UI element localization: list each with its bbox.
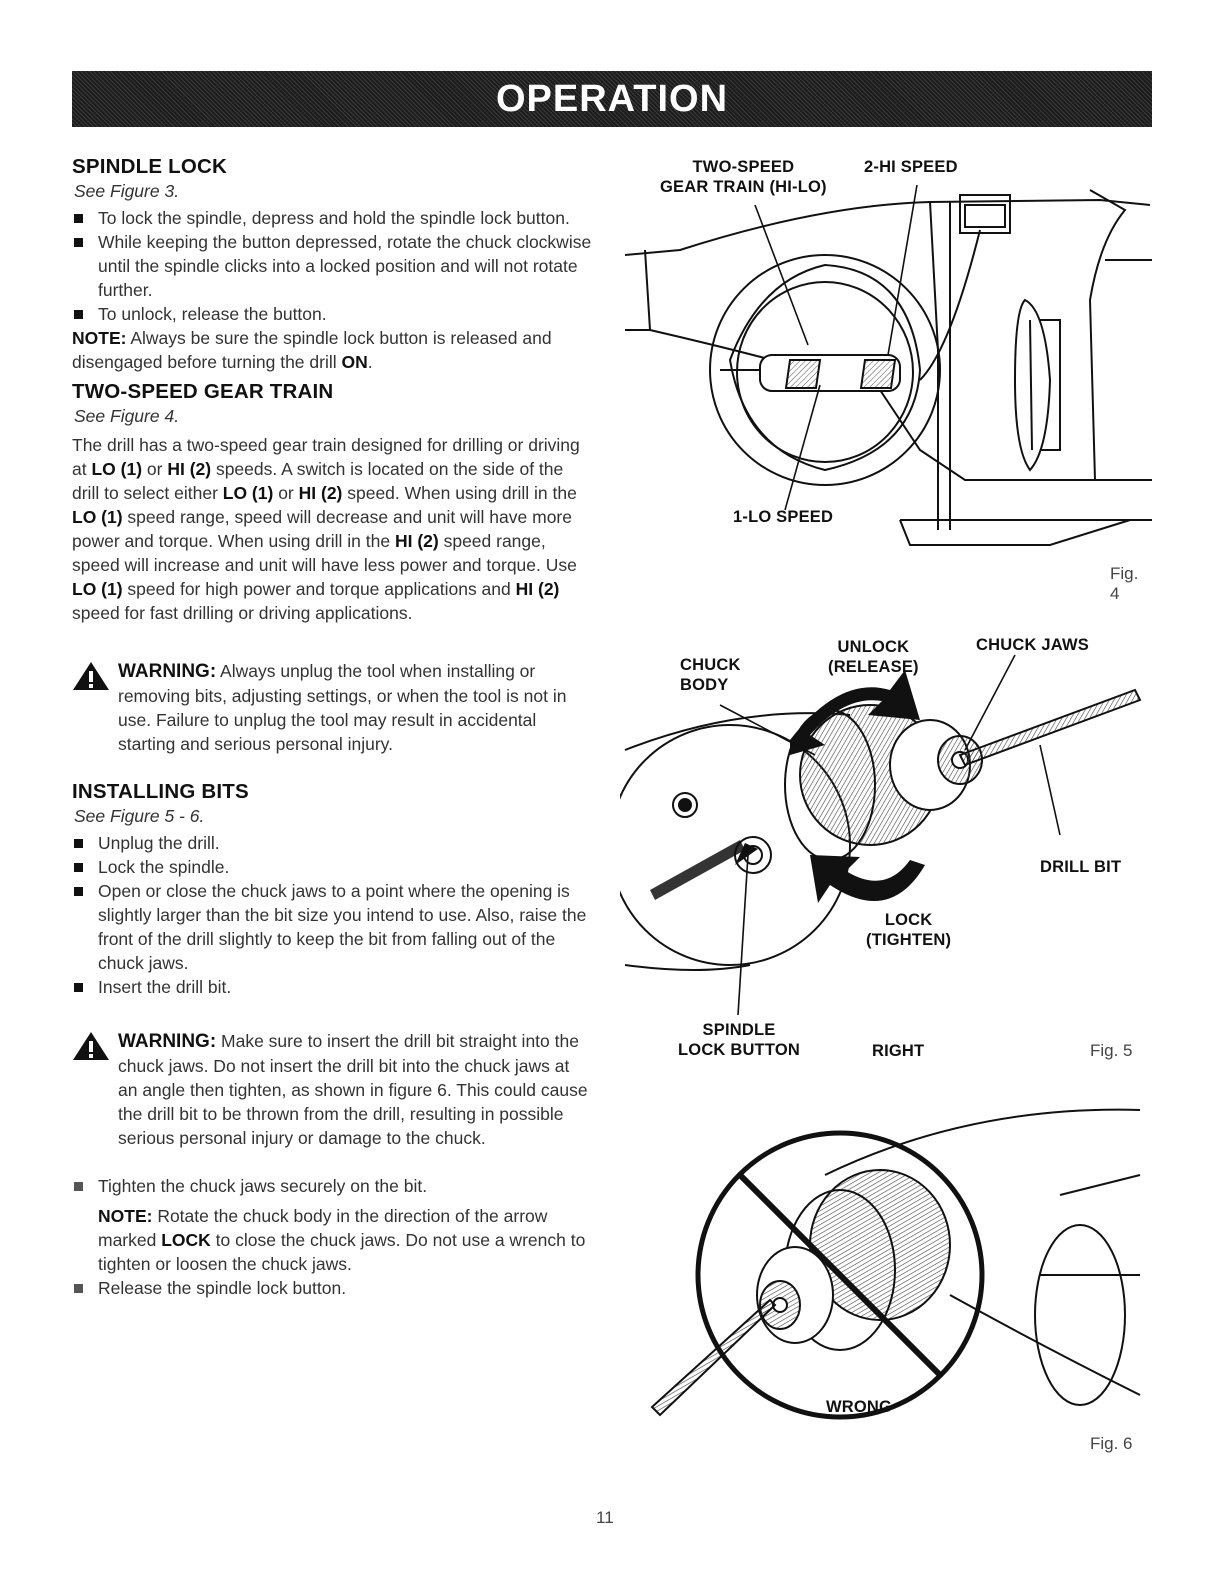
- installing-bits-see-figure: See Figure 5 - 6.: [74, 806, 205, 826]
- warning-triangle-icon: [72, 661, 110, 691]
- bullet-icon: [74, 983, 83, 992]
- label-spindle-lock-button: SPINDLE LOCK BUTTON: [678, 1021, 800, 1059]
- spindle-lock-heading: SPINDLE LOCK: [72, 155, 228, 178]
- final-steps-list-2: [72, 1276, 592, 1300]
- spindle-lock-note: NOTE: Always be sure the spindle lock button is released and disengaged before turning the drill ON.: [72, 328, 552, 372]
- warning-triangle-icon: [72, 1031, 110, 1061]
- wrong-bit-insertion-illustration: [620, 1095, 1152, 1425]
- list-item: Lock the spindle.: [72, 855, 592, 879]
- section-banner: [72, 71, 1152, 127]
- page-number: 11: [596, 1508, 614, 1527]
- section-title: OPERATION: [495, 77, 729, 120]
- list-item: Unplug the drill.: [72, 831, 592, 855]
- spindle-lock-list: [72, 206, 592, 326]
- bullet-icon: [74, 1284, 83, 1293]
- text-column: [72, 155, 592, 1300]
- two-speed-heading: TWO-SPEED GEAR TRAIN: [72, 380, 334, 403]
- label-chuck-body: CHUCK BODY: [680, 656, 741, 694]
- bullet-icon: [74, 887, 83, 896]
- label-unlock-release: UNLOCK (RELEASE): [828, 638, 919, 676]
- final-steps-list: [72, 1174, 592, 1198]
- figure-5: [620, 635, 1152, 1065]
- list-item: Tighten the chuck jaws securely on the bit.: [72, 1174, 592, 1198]
- label-lo-speed: 1-LO SPEED: [733, 508, 834, 526]
- figure-6: [620, 1095, 1152, 1465]
- figure-4-caption: Fig. 4: [1110, 564, 1139, 603]
- installing-bits-list: [72, 831, 592, 999]
- warning-unplug: WARNING: Always unplug the tool when installing or removing bits, adjusting settings, or when the tool is not in use. Failure to unplug the tool may result in accidental starting and serious personal injury.: [72, 659, 592, 756]
- list-item: To unlock, release the button.: [72, 302, 592, 326]
- label-lock-tighten: LOCK (TIGHTEN): [866, 911, 952, 949]
- bullet-icon: [74, 238, 83, 247]
- list-item: Release the spindle lock button.: [72, 1276, 592, 1300]
- figure-6-caption: Fig. 6: [1090, 1434, 1133, 1453]
- drill-gear-switch-illustration: [620, 150, 1152, 560]
- bullet-icon: [74, 214, 83, 223]
- final-note: NOTE: Rotate the chuck body in the direction of the arrow marked LOCK to close the chuck jaws. Do not use a wrench to tighten or loosen the chuck jaws.: [98, 1206, 586, 1274]
- label-two-speed-gear-train: TWO-SPEED GEAR TRAIN (HI-LO): [660, 158, 827, 196]
- label-drill-bit: DRILL BIT: [1040, 858, 1122, 876]
- list-item: Open or close the chuck jaws to a point where the opening is slightly larger than the bit size you intend to use. Also, raise the front of the drill slightly to keep the bit from falling out of the chuck jaws.: [72, 879, 592, 975]
- bullet-icon: [74, 310, 83, 319]
- figure-5-caption: Fig. 5: [1090, 1041, 1133, 1060]
- warning-insert-straight: WARNING: Make sure to insert the drill bit straight into the chuck jaws. Do not insert the drill bit into the chuck jaws at an angle then tighten, as shown in figure 6. This could cause the drill bit to be thrown from the drill, resulting in possible serious personal injury or damage to the chuck.: [72, 1029, 592, 1150]
- two-speed-paragraph: The drill has a two-speed gear train designed for drilling or driving at LO (1) or HI (2) speeds. A switch is located on the side of the drill to select either LO (1) or HI (2) speed. When using drill in the LO (1) speed range, speed will decrease and unit will have more power and torque. When using drill in the HI (2) speed range, speed will increase and unit will have less power and torque. Use LO (1) speed for high power and torque applications and HI (2) speed for fast drilling or driving applications.: [72, 435, 580, 623]
- list-item: While keeping the button depressed, rotate the chuck clockwise until the spindle clicks into a locked position and will not rotate further.: [72, 230, 592, 302]
- list-item: To lock the spindle, depress and hold the spindle lock button.: [72, 206, 592, 230]
- figure-4: [620, 150, 1152, 603]
- installing-bits-heading: INSTALLING BITS: [72, 780, 249, 803]
- label-wrong: WRONG: [826, 1398, 893, 1416]
- bullet-icon: [74, 863, 83, 872]
- list-item: Insert the drill bit.: [72, 975, 592, 999]
- label-chuck-jaws: CHUCK JAWS: [976, 636, 1089, 654]
- two-speed-see-figure: See Figure 4.: [74, 406, 180, 426]
- spindle-lock-see-figure: See Figure 3.: [74, 181, 180, 201]
- bullet-icon: [74, 1182, 83, 1191]
- bullet-icon: [74, 839, 83, 848]
- label-hi-speed: 2-HI SPEED: [864, 158, 958, 176]
- label-right: RIGHT: [872, 1042, 925, 1060]
